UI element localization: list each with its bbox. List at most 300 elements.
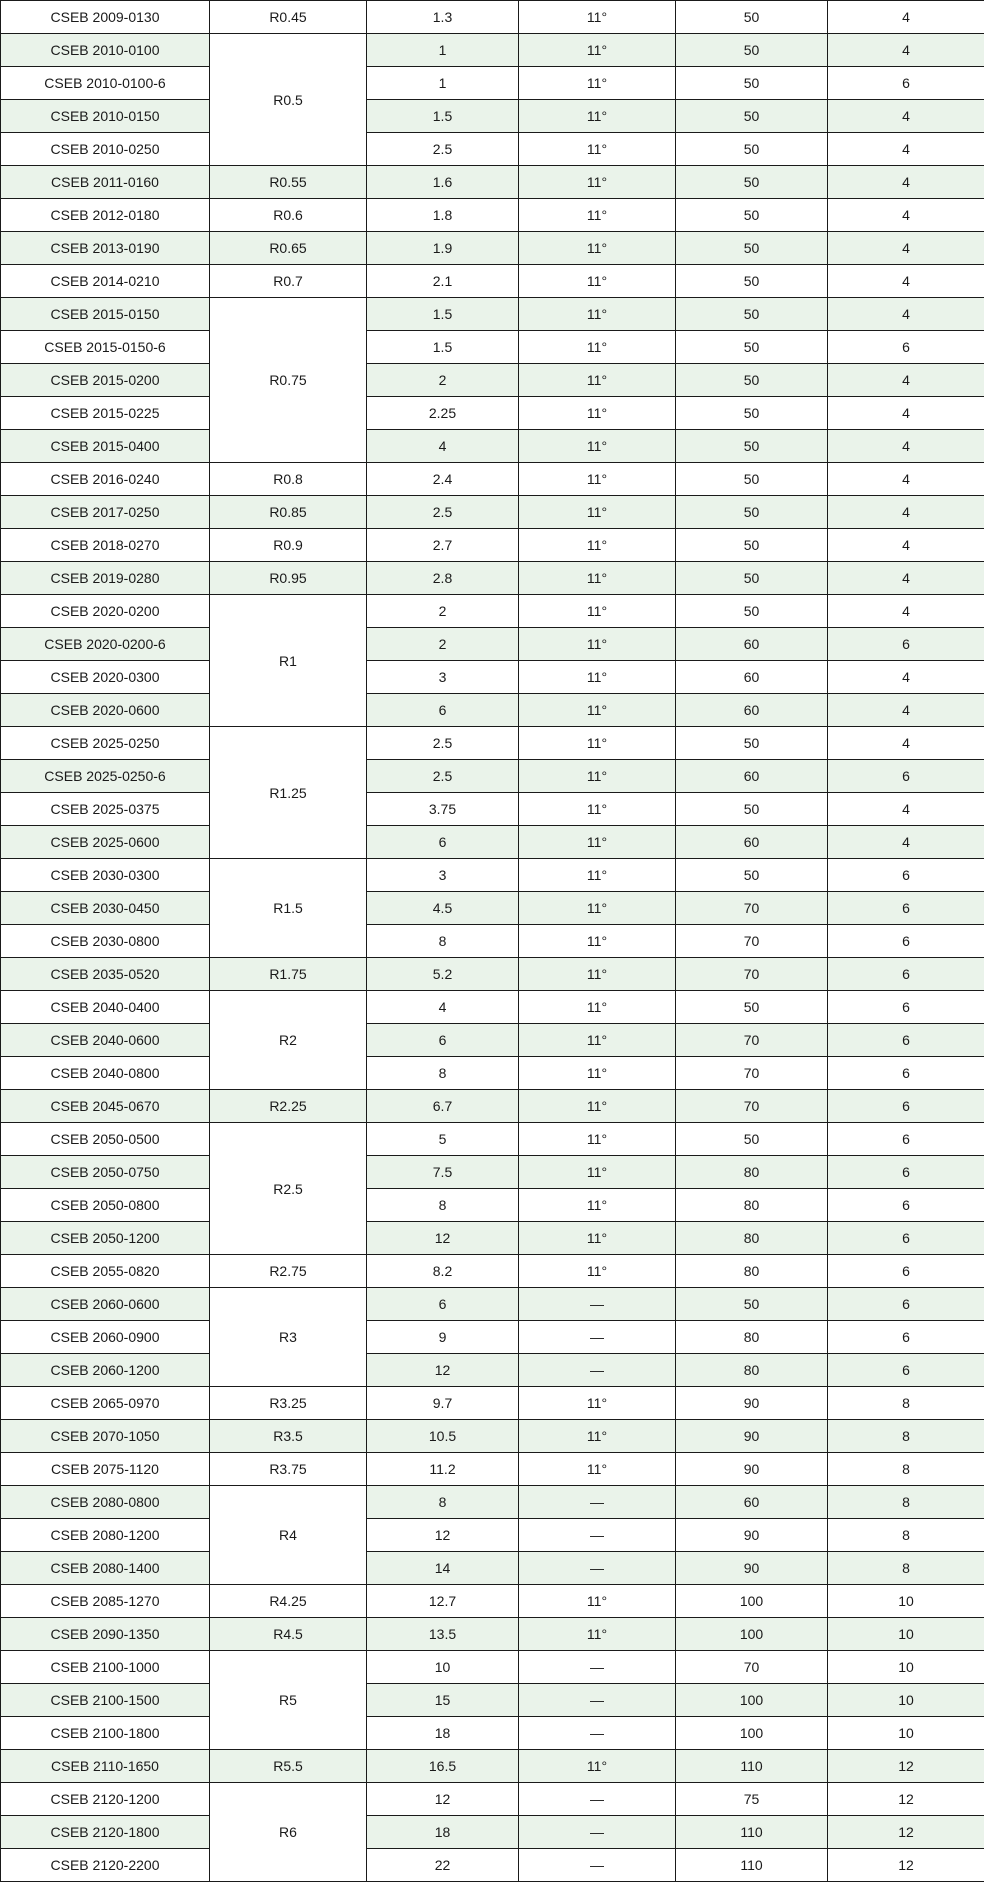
angle-cell: 11° [519, 232, 676, 265]
angle-cell: 11° [519, 793, 676, 826]
diameter-cell: 11.2 [367, 1453, 519, 1486]
length-cell: 75 [676, 1783, 828, 1816]
model-cell: CSEB 2020-0200-6 [1, 628, 210, 661]
model-cell: CSEB 2010-0100 [1, 34, 210, 67]
model-cell: CSEB 2055-0820 [1, 1255, 210, 1288]
spec-table-body [1, 1, 984, 1882]
diameter-cell: 1.9 [367, 232, 519, 265]
flutes-cell: 10 [828, 1717, 984, 1750]
angle-cell: 11° [519, 760, 676, 793]
diameter-cell: 12.7 [367, 1585, 519, 1618]
diameter-cell: 18 [367, 1717, 519, 1750]
table-row [1, 1816, 984, 1849]
model-cell: CSEB 2009-0130 [1, 1, 210, 34]
table-row [1, 793, 984, 826]
flutes-cell: 4 [828, 793, 984, 826]
angle-cell: — [519, 1651, 676, 1684]
length-cell: 80 [676, 1321, 828, 1354]
table-row [1, 67, 984, 100]
model-cell: CSEB 2015-0150 [1, 298, 210, 331]
radius-cell: R1.25 [210, 727, 367, 859]
table-row [1, 364, 984, 397]
model-cell: CSEB 2025-0375 [1, 793, 210, 826]
length-cell: 90 [676, 1552, 828, 1585]
angle-cell: — [519, 1288, 676, 1321]
table-row [1, 133, 984, 166]
model-cell: CSEB 2120-1800 [1, 1816, 210, 1849]
model-cell: CSEB 2120-1200 [1, 1783, 210, 1816]
angle-cell: 11° [519, 1123, 676, 1156]
diameter-cell: 6 [367, 826, 519, 859]
diameter-cell: 4 [367, 430, 519, 463]
angle-cell: 11° [519, 265, 676, 298]
length-cell: 90 [676, 1519, 828, 1552]
flutes-cell: 4 [828, 133, 984, 166]
angle-cell: 11° [519, 298, 676, 331]
flutes-cell: 4 [828, 595, 984, 628]
diameter-cell: 5 [367, 1123, 519, 1156]
table-row [1, 496, 984, 529]
model-cell: CSEB 2100-1800 [1, 1717, 210, 1750]
diameter-cell: 18 [367, 1816, 519, 1849]
angle-cell: — [519, 1684, 676, 1717]
table-row [1, 958, 984, 991]
diameter-cell: 1 [367, 67, 519, 100]
diameter-cell: 9 [367, 1321, 519, 1354]
length-cell: 60 [676, 628, 828, 661]
flutes-cell: 8 [828, 1453, 984, 1486]
diameter-cell: 10.5 [367, 1420, 519, 1453]
diameter-cell: 12 [367, 1354, 519, 1387]
radius-cell: R0.9 [210, 529, 367, 562]
table-row [1, 1651, 984, 1684]
length-cell: 70 [676, 1057, 828, 1090]
length-cell: 80 [676, 1222, 828, 1255]
table-row [1, 463, 984, 496]
table-row [1, 1156, 984, 1189]
flutes-cell: 12 [828, 1783, 984, 1816]
length-cell: 60 [676, 826, 828, 859]
length-cell: 50 [676, 199, 828, 232]
model-cell: CSEB 2015-0400 [1, 430, 210, 463]
flutes-cell: 6 [828, 1123, 984, 1156]
diameter-cell: 15 [367, 1684, 519, 1717]
flutes-cell: 6 [828, 760, 984, 793]
model-cell: CSEB 2050-1200 [1, 1222, 210, 1255]
angle-cell: — [519, 1783, 676, 1816]
angle-cell: 11° [519, 826, 676, 859]
length-cell: 90 [676, 1420, 828, 1453]
flutes-cell: 4 [828, 364, 984, 397]
model-cell: CSEB 2010-0100-6 [1, 67, 210, 100]
flutes-cell: 8 [828, 1420, 984, 1453]
length-cell: 70 [676, 1090, 828, 1123]
table-row [1, 199, 984, 232]
model-cell: CSEB 2025-0600 [1, 826, 210, 859]
table-row [1, 1750, 984, 1783]
radius-cell: R0.8 [210, 463, 367, 496]
table-row [1, 331, 984, 364]
radius-cell: R1 [210, 595, 367, 727]
length-cell: 70 [676, 1024, 828, 1057]
flutes-cell: 4 [828, 34, 984, 67]
angle-cell: 11° [519, 1618, 676, 1651]
angle-cell: — [519, 1849, 676, 1882]
flutes-cell: 6 [828, 1057, 984, 1090]
radius-cell: R0.95 [210, 562, 367, 595]
flutes-cell: 4 [828, 166, 984, 199]
diameter-cell: 1.6 [367, 166, 519, 199]
model-cell: CSEB 2025-0250-6 [1, 760, 210, 793]
table-row [1, 1585, 984, 1618]
flutes-cell: 6 [828, 67, 984, 100]
length-cell: 50 [676, 859, 828, 892]
length-cell: 70 [676, 958, 828, 991]
model-cell: CSEB 2045-0670 [1, 1090, 210, 1123]
flutes-cell: 6 [828, 1090, 984, 1123]
radius-cell: R3.5 [210, 1420, 367, 1453]
table-row [1, 1519, 984, 1552]
angle-cell: 11° [519, 1750, 676, 1783]
radius-cell: R4 [210, 1486, 367, 1585]
radius-cell: R4.5 [210, 1618, 367, 1651]
diameter-cell: 2.5 [367, 760, 519, 793]
model-cell: CSEB 2040-0400 [1, 991, 210, 1024]
model-cell: CSEB 2060-1200 [1, 1354, 210, 1387]
flutes-cell: 4 [828, 1, 984, 34]
angle-cell: 11° [519, 430, 676, 463]
diameter-cell: 9.7 [367, 1387, 519, 1420]
model-cell: CSEB 2120-2200 [1, 1849, 210, 1882]
table-row [1, 1288, 984, 1321]
angle-cell: 11° [519, 199, 676, 232]
table-row [1, 1222, 984, 1255]
table-row [1, 529, 984, 562]
model-cell: CSEB 2100-1000 [1, 1651, 210, 1684]
table-row [1, 1453, 984, 1486]
angle-cell: — [519, 1354, 676, 1387]
length-cell: 100 [676, 1684, 828, 1717]
model-cell: CSEB 2013-0190 [1, 232, 210, 265]
flutes-cell: 6 [828, 1255, 984, 1288]
diameter-cell: 2.25 [367, 397, 519, 430]
table-row [1, 661, 984, 694]
model-cell: CSEB 2050-0800 [1, 1189, 210, 1222]
flutes-cell: 4 [828, 100, 984, 133]
angle-cell: 11° [519, 1387, 676, 1420]
length-cell: 50 [676, 991, 828, 1024]
table-row [1, 1387, 984, 1420]
flutes-cell: 4 [828, 397, 984, 430]
diameter-cell: 1.5 [367, 331, 519, 364]
table-row [1, 727, 984, 760]
flutes-cell: 12 [828, 1816, 984, 1849]
diameter-cell: 2 [367, 628, 519, 661]
radius-cell: R0.75 [210, 298, 367, 463]
model-cell: CSEB 2035-0520 [1, 958, 210, 991]
table-row [1, 595, 984, 628]
table-row [1, 1255, 984, 1288]
length-cell: 50 [676, 265, 828, 298]
table-row [1, 1024, 984, 1057]
model-cell: CSEB 2025-0250 [1, 727, 210, 760]
diameter-cell: 8 [367, 1486, 519, 1519]
model-cell: CSEB 2040-0800 [1, 1057, 210, 1090]
flutes-cell: 4 [828, 496, 984, 529]
flutes-cell: 10 [828, 1684, 984, 1717]
flutes-cell: 4 [828, 562, 984, 595]
length-cell: 60 [676, 760, 828, 793]
angle-cell: 11° [519, 628, 676, 661]
model-cell: CSEB 2075-1120 [1, 1453, 210, 1486]
length-cell: 80 [676, 1354, 828, 1387]
flutes-cell: 6 [828, 958, 984, 991]
diameter-cell: 2.5 [367, 496, 519, 529]
angle-cell: 11° [519, 562, 676, 595]
angle-cell: 11° [519, 34, 676, 67]
angle-cell: 11° [519, 661, 676, 694]
diameter-cell: 2 [367, 595, 519, 628]
radius-cell: R0.7 [210, 265, 367, 298]
diameter-cell: 3 [367, 859, 519, 892]
length-cell: 50 [676, 463, 828, 496]
model-cell: CSEB 2070-1050 [1, 1420, 210, 1453]
radius-cell: R0.6 [210, 199, 367, 232]
length-cell: 100 [676, 1585, 828, 1618]
table-row [1, 925, 984, 958]
angle-cell: — [519, 1816, 676, 1849]
angle-cell: — [519, 1552, 676, 1585]
flutes-cell: 6 [828, 991, 984, 1024]
flutes-cell: 6 [828, 925, 984, 958]
table-row [1, 1486, 984, 1519]
length-cell: 50 [676, 727, 828, 760]
angle-cell: 11° [519, 958, 676, 991]
radius-cell: R2.75 [210, 1255, 367, 1288]
model-cell: CSEB 2080-0800 [1, 1486, 210, 1519]
length-cell: 50 [676, 496, 828, 529]
flutes-cell: 6 [828, 1222, 984, 1255]
model-cell: CSEB 2030-0300 [1, 859, 210, 892]
diameter-cell: 6.7 [367, 1090, 519, 1123]
radius-cell: R0.45 [210, 1, 367, 34]
model-cell: CSEB 2019-0280 [1, 562, 210, 595]
table-row [1, 232, 984, 265]
model-cell: CSEB 2090-1350 [1, 1618, 210, 1651]
flutes-cell: 6 [828, 1288, 984, 1321]
angle-cell: 11° [519, 1222, 676, 1255]
diameter-cell: 8 [367, 925, 519, 958]
length-cell: 100 [676, 1618, 828, 1651]
model-cell: CSEB 2010-0150 [1, 100, 210, 133]
model-cell: CSEB 2020-0600 [1, 694, 210, 727]
diameter-cell: 2.7 [367, 529, 519, 562]
model-cell: CSEB 2012-0180 [1, 199, 210, 232]
length-cell: 50 [676, 1, 828, 34]
table-row [1, 694, 984, 727]
angle-cell: 11° [519, 1057, 676, 1090]
table-row [1, 34, 984, 67]
angle-cell: 11° [519, 529, 676, 562]
radius-cell: R0.85 [210, 496, 367, 529]
table-row [1, 100, 984, 133]
length-cell: 90 [676, 1387, 828, 1420]
flutes-cell: 10 [828, 1618, 984, 1651]
flutes-cell: 4 [828, 463, 984, 496]
length-cell: 50 [676, 1123, 828, 1156]
diameter-cell: 14 [367, 1552, 519, 1585]
flutes-cell: 4 [828, 265, 984, 298]
diameter-cell: 1.5 [367, 298, 519, 331]
angle-cell: 11° [519, 496, 676, 529]
table-row [1, 1618, 984, 1651]
angle-cell: 11° [519, 1090, 676, 1123]
length-cell: 60 [676, 661, 828, 694]
flutes-cell: 8 [828, 1519, 984, 1552]
table-row [1, 760, 984, 793]
table-row [1, 1354, 984, 1387]
flutes-cell: 6 [828, 1354, 984, 1387]
diameter-cell: 1 [367, 34, 519, 67]
diameter-cell: 5.2 [367, 958, 519, 991]
angle-cell: 11° [519, 67, 676, 100]
diameter-cell: 8 [367, 1057, 519, 1090]
diameter-cell: 7.5 [367, 1156, 519, 1189]
length-cell: 50 [676, 298, 828, 331]
table-row [1, 826, 984, 859]
model-cell: CSEB 2011-0160 [1, 166, 210, 199]
model-cell: CSEB 2017-0250 [1, 496, 210, 529]
radius-cell: R5 [210, 1651, 367, 1750]
diameter-cell: 22 [367, 1849, 519, 1882]
model-cell: CSEB 2030-0800 [1, 925, 210, 958]
flutes-cell: 4 [828, 430, 984, 463]
diameter-cell: 6 [367, 694, 519, 727]
angle-cell: 11° [519, 100, 676, 133]
diameter-cell: 10 [367, 1651, 519, 1684]
diameter-cell: 3.75 [367, 793, 519, 826]
model-cell: CSEB 2085-1270 [1, 1585, 210, 1618]
length-cell: 50 [676, 100, 828, 133]
diameter-cell: 2.1 [367, 265, 519, 298]
model-cell: CSEB 2080-1200 [1, 1519, 210, 1552]
angle-cell: 11° [519, 1024, 676, 1057]
length-cell: 50 [676, 595, 828, 628]
diameter-cell: 6 [367, 1288, 519, 1321]
diameter-cell: 6 [367, 1024, 519, 1057]
model-cell: CSEB 2020-0200 [1, 595, 210, 628]
flutes-cell: 8 [828, 1486, 984, 1519]
diameter-cell: 8 [367, 1189, 519, 1222]
length-cell: 50 [676, 1288, 828, 1321]
diameter-cell: 1.5 [367, 100, 519, 133]
diameter-cell: 2.5 [367, 727, 519, 760]
angle-cell: 11° [519, 331, 676, 364]
model-cell: CSEB 2060-0600 [1, 1288, 210, 1321]
table-row [1, 991, 984, 1024]
table-row [1, 1717, 984, 1750]
table-row [1, 1189, 984, 1222]
table-row [1, 1552, 984, 1585]
flutes-cell: 12 [828, 1750, 984, 1783]
angle-cell: — [519, 1717, 676, 1750]
angle-cell: 11° [519, 133, 676, 166]
flutes-cell: 6 [828, 628, 984, 661]
length-cell: 110 [676, 1849, 828, 1882]
length-cell: 90 [676, 1453, 828, 1486]
radius-cell: R0.55 [210, 166, 367, 199]
table-row [1, 892, 984, 925]
radius-cell: R2.5 [210, 1123, 367, 1255]
model-cell: CSEB 2020-0300 [1, 661, 210, 694]
flutes-cell: 4 [828, 232, 984, 265]
diameter-cell: 4.5 [367, 892, 519, 925]
radius-cell: R3.75 [210, 1453, 367, 1486]
table-row [1, 1849, 984, 1882]
length-cell: 50 [676, 232, 828, 265]
table-row [1, 1057, 984, 1090]
model-cell: CSEB 2015-0200 [1, 364, 210, 397]
angle-cell: 11° [519, 166, 676, 199]
flutes-cell: 6 [828, 892, 984, 925]
angle-cell: 11° [519, 991, 676, 1024]
angle-cell: 11° [519, 1189, 676, 1222]
length-cell: 110 [676, 1816, 828, 1849]
radius-cell: R5.5 [210, 1750, 367, 1783]
length-cell: 110 [676, 1750, 828, 1783]
table-row [1, 265, 984, 298]
model-cell: CSEB 2080-1400 [1, 1552, 210, 1585]
table-row [1, 1, 984, 34]
table-row [1, 430, 984, 463]
radius-cell: R2 [210, 991, 367, 1090]
angle-cell: 11° [519, 859, 676, 892]
angle-cell: 11° [519, 1255, 676, 1288]
flutes-cell: 4 [828, 298, 984, 331]
length-cell: 50 [676, 529, 828, 562]
table-row [1, 1090, 984, 1123]
angle-cell: 11° [519, 1156, 676, 1189]
flutes-cell: 6 [828, 859, 984, 892]
flutes-cell: 6 [828, 1156, 984, 1189]
table-row [1, 1321, 984, 1354]
length-cell: 50 [676, 397, 828, 430]
model-cell: CSEB 2015-0150-6 [1, 331, 210, 364]
model-cell: CSEB 2050-0500 [1, 1123, 210, 1156]
flutes-cell: 4 [828, 826, 984, 859]
diameter-cell: 2.8 [367, 562, 519, 595]
radius-cell: R3 [210, 1288, 367, 1387]
angle-cell: 11° [519, 892, 676, 925]
flutes-cell: 8 [828, 1387, 984, 1420]
table-row [1, 562, 984, 595]
diameter-cell: 12 [367, 1783, 519, 1816]
flutes-cell: 12 [828, 1849, 984, 1882]
model-cell: CSEB 2040-0600 [1, 1024, 210, 1057]
length-cell: 100 [676, 1717, 828, 1750]
table-row [1, 859, 984, 892]
flutes-cell: 6 [828, 1189, 984, 1222]
diameter-cell: 12 [367, 1222, 519, 1255]
length-cell: 60 [676, 694, 828, 727]
angle-cell: 11° [519, 925, 676, 958]
model-cell: CSEB 2110-1650 [1, 1750, 210, 1783]
table-row [1, 1684, 984, 1717]
flutes-cell: 10 [828, 1585, 984, 1618]
angle-cell: 11° [519, 1453, 676, 1486]
angle-cell: 11° [519, 1, 676, 34]
angle-cell: — [519, 1321, 676, 1354]
